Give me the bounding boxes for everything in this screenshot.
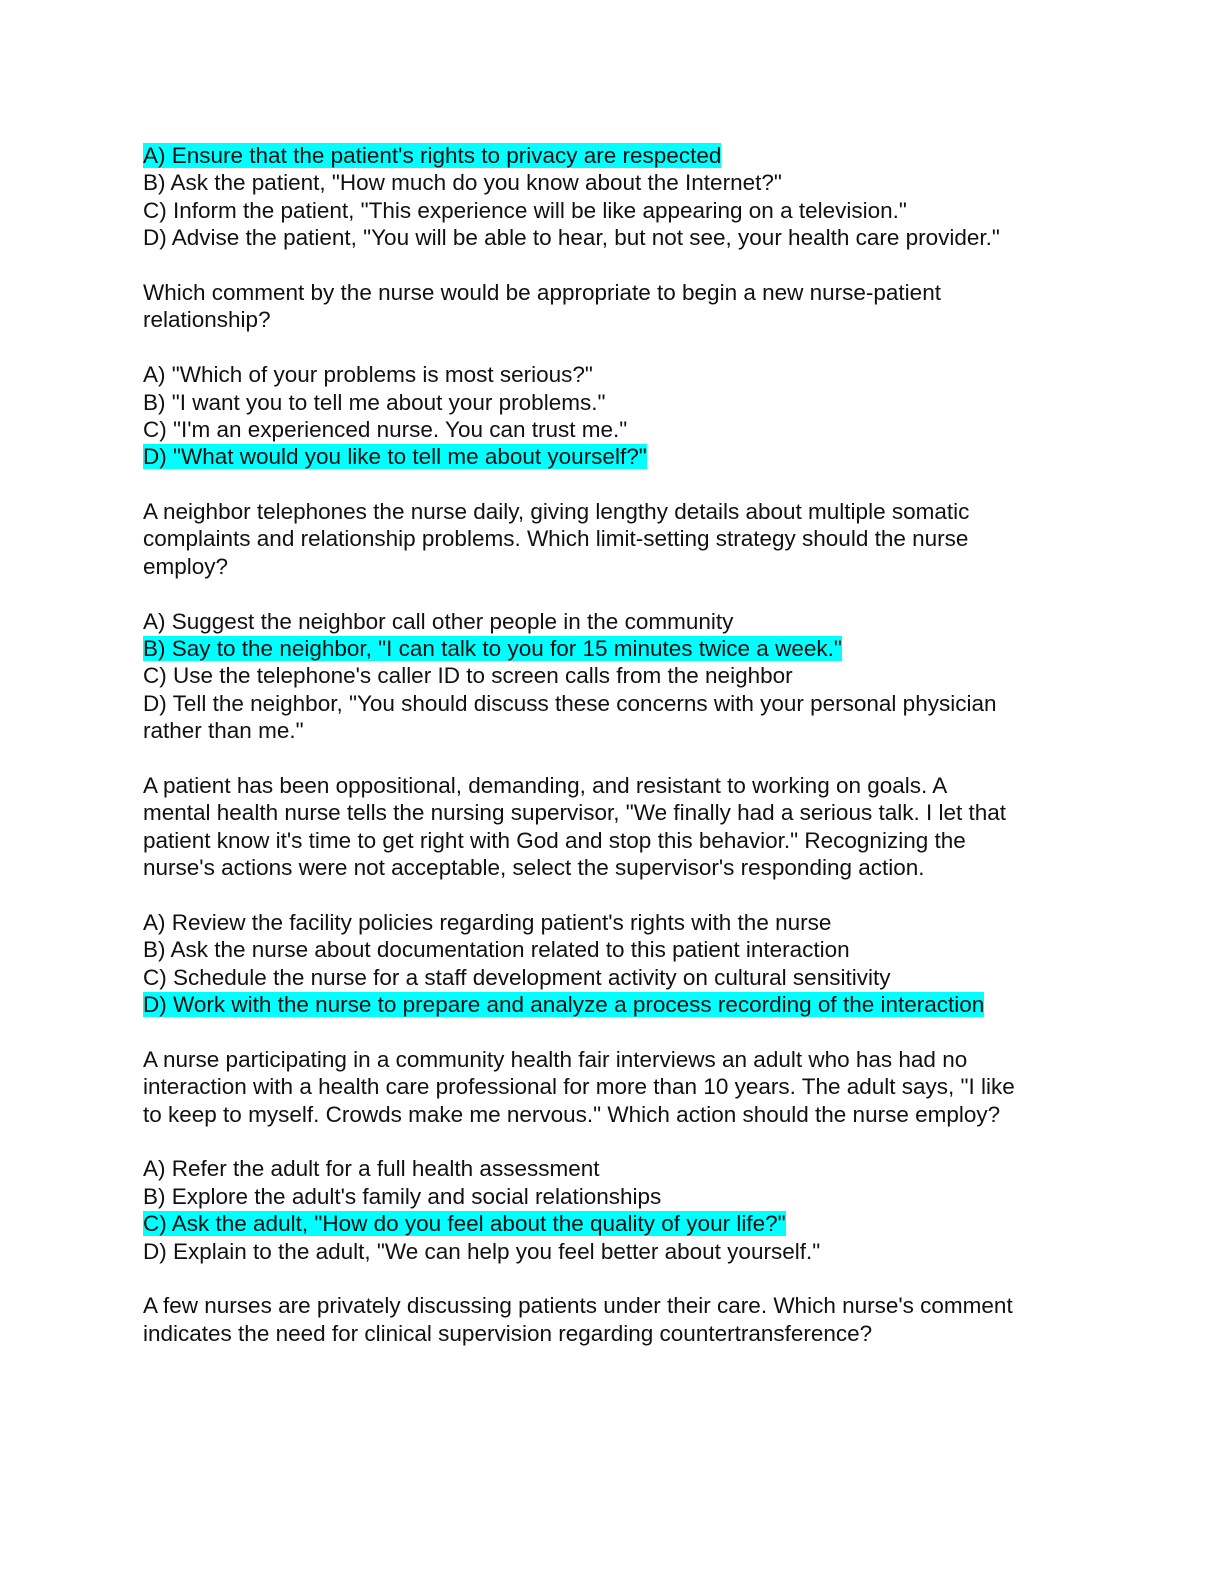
text-line [143,389,1103,416]
line-text: A) Refer the adult for a full health assessment [143,1156,600,1182]
text-line [143,1292,1103,1319]
highlighted-answer-line [143,635,1103,662]
line-text: interaction with a health care professional for more than 10 years. The adult says, "I like [143,1074,1015,1100]
line-text: B) Explore the adult's family and social relationships [143,1183,662,1209]
text-line [143,717,1103,744]
line-text: A patient has been oppositional, demanding, and resistant to working on goals. A [143,772,948,798]
text-line [143,964,1103,991]
text-line [143,525,1103,552]
highlighted-answer-line [143,991,1103,1018]
blank-line [143,1265,1103,1292]
text-line [143,1101,1103,1128]
line-text: C) Ask the adult, "How do you feel about the quality of your life?" [143,1211,786,1237]
line-text: B) Say to the neighbor, "I can talk to you for 15 minutes twice a week." [143,636,842,662]
blank-line [143,471,1103,498]
line-text: C) Use the telephone's caller ID to screen calls from the neighbor [143,663,793,689]
text-line [143,197,1103,224]
line-text: D) Explain to the adult, "We can help you feel better about yourself." [143,1238,821,1264]
line-text: A neighbor telephones the nurse daily, giving lengthy details about multiple somatic [143,499,970,525]
text-line [143,799,1103,826]
blank-line [143,745,1103,772]
blank-line [143,580,1103,607]
line-text: C) "I'm an experienced nurse. You can trust me." [143,416,628,442]
line-text: nurse's actions were not acceptable, select the supervisor's responding action. [143,855,925,881]
text-line [143,1320,1103,1347]
text-line [143,1183,1103,1210]
line-text: D) Tell the neighbor, "You should discuss these concerns with your personal physician [143,690,997,716]
line-text: employ? [143,553,229,579]
line-text: rather than me." [143,718,304,744]
line-text: A) Suggest the neighbor call other people in the community [143,608,734,634]
line-text: B) "I want you to tell me about your problems." [143,389,606,415]
line-text: A) Review the facility policies regarding patient's rights with the nurse [143,909,832,935]
text-line [143,772,1103,799]
blank-line [143,1128,1103,1155]
highlighted-answer-line [143,443,1103,470]
text-line [143,1073,1103,1100]
blank-line [143,252,1103,279]
text-line [143,608,1103,635]
text-line [143,169,1103,196]
line-text: A nurse participating in a community health fair interviews an adult who has had no [143,1046,968,1072]
line-text: indicates the need for clinical supervision regarding countertransference? [143,1320,873,1346]
text-line [143,909,1103,936]
line-text: to keep to myself. Crowds make me nervous." Which action should the nurse employ? [143,1101,1001,1127]
text-line [143,1238,1103,1265]
highlighted-answer-line [143,1210,1103,1237]
line-text: relationship? [143,307,271,333]
line-text: D) Advise the patient, "You will be able to hear, but not see, your health care provider." [143,225,1000,251]
blank-line [143,1019,1103,1046]
line-text: Which comment by the nurse would be appropriate to begin a new nurse-patient [143,279,941,305]
line-text: B) Ask the nurse about documentation related to this patient interaction [143,937,850,963]
blank-line [143,882,1103,909]
line-text: A) Ensure that the patient's rights to privacy are respected [143,143,722,168]
text-line [143,306,1103,333]
line-text: A few nurses are privately discussing patients under their care. Which nurse's comment [143,1293,1013,1319]
line-text: complaints and relationship problems. Which limit-setting strategy should the nurse [143,526,969,552]
text-line [143,936,1103,963]
line-text: D) Work with the nurse to prepare and analyze a process recording of the interaction [143,992,985,1018]
text-line [143,1155,1103,1182]
text-line [143,1046,1103,1073]
text-line [143,662,1103,689]
text-line [143,690,1103,717]
line-text: mental health nurse tells the nursing supervisor, "We finally had a serious talk. I let that [143,800,1007,826]
text-line [143,224,1103,251]
text-line [143,553,1103,580]
line-text: C) Inform the patient, "This experience will be like appearing on a television." [143,197,907,223]
highlighted-answer-line [143,142,1103,169]
text-line [143,854,1103,881]
line-text: A) "Which of your problems is most serious?" [143,362,593,388]
text-line [143,416,1103,443]
line-text: C) Schedule the nurse for a staff development activity on cultural sensitivity [143,964,891,990]
line-text: patient know it's time to get right with God and stop this behavior." Recognizing the [143,827,966,853]
line-text: B) Ask the patient, "How much do you know about the Internet?" [143,170,782,196]
text-line [143,361,1103,388]
text-line [143,498,1103,525]
text-line [143,279,1103,306]
line-text: D) "What would you like to tell me about yourself?" [143,444,647,470]
document-page [143,142,1103,1347]
blank-line [143,334,1103,361]
text-line [143,827,1103,854]
